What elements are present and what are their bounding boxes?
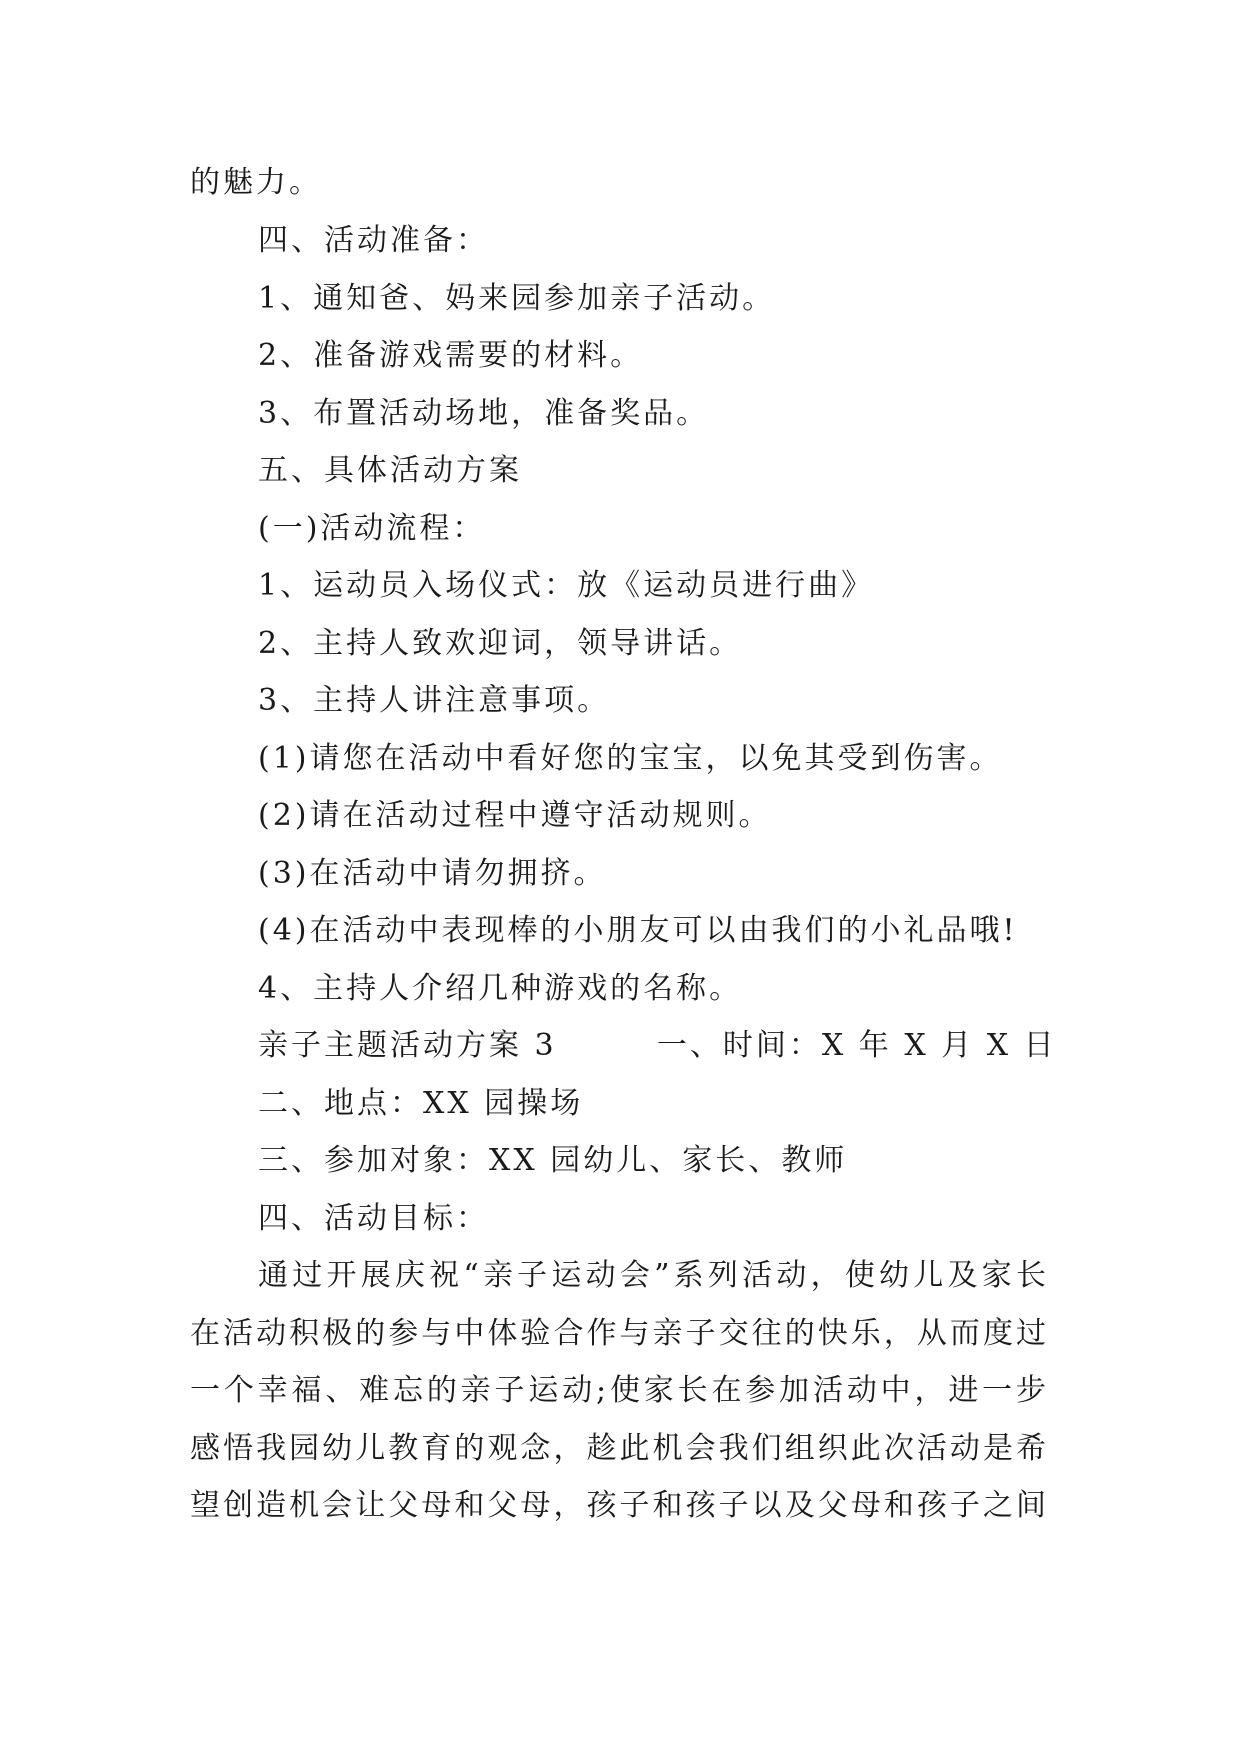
list-item: 2、主持人致欢迎词，领导讲话。 bbox=[258, 626, 743, 661]
paragraph-line: 通过开展庆祝“亲子运动会”系列活动，使幼儿及家长 bbox=[258, 1258, 1048, 1293]
list-item: (2)请在活动过程中遵守活动规则。 bbox=[258, 798, 772, 833]
paragraph-line: 望创造机会让父母和父母，孩子和孩子以及父母和孩子之间 bbox=[190, 1488, 1048, 1523]
paragraph-line: 在活动积极的参与中体验合作与亲子交往的快乐，从而度过 bbox=[190, 1316, 1048, 1351]
list-item: 3、布置活动场地，准备奖品。 bbox=[258, 396, 710, 431]
list-item: 4、主持人介绍几种游戏的名称。 bbox=[258, 971, 743, 1006]
list-item: 1、运动员入场仪式：放《运动员进行曲》 bbox=[258, 568, 875, 603]
text-line: 的魅力。 bbox=[190, 165, 322, 200]
list-item: 1、通知爸、妈来园参加亲子活动。 bbox=[258, 281, 776, 316]
paragraph-line: 感悟我园幼儿教育的观念，趁此机会我们组织此次活动是希 bbox=[190, 1431, 1048, 1466]
section-heading: 三、参加对象：XX 园幼儿、家长、教师 bbox=[258, 1143, 848, 1178]
paragraph-line: 一个幸福、难忘的亲子运动;使家长在参加活动中，进一步 bbox=[190, 1373, 1048, 1408]
section-heading: 四、活动准备： bbox=[258, 223, 489, 258]
list-item: 2、准备游戏需要的材料。 bbox=[258, 338, 644, 373]
list-item: (4)在活动中表现棒的小朋友可以由我们的小礼品哦! bbox=[258, 913, 1018, 948]
section-heading: 四、活动目标： bbox=[258, 1201, 489, 1236]
subsection-heading: (一)活动流程： bbox=[258, 511, 486, 546]
section-heading: 二、地点：XX 园操场 bbox=[258, 1086, 584, 1121]
plan-title-line: 亲子主题活动方案 3 一、时间：X 年 X 月 X 日 bbox=[258, 1028, 1057, 1063]
list-item: (3)在活动中请勿拥挤。 bbox=[258, 856, 607, 891]
list-item: (1)请您在活动中看好您的宝宝，以免其受到伤害。 bbox=[258, 741, 1003, 776]
section-heading: 五、具体活动方案 bbox=[258, 453, 522, 488]
list-item: 3、主持人讲注意事项。 bbox=[258, 683, 611, 718]
